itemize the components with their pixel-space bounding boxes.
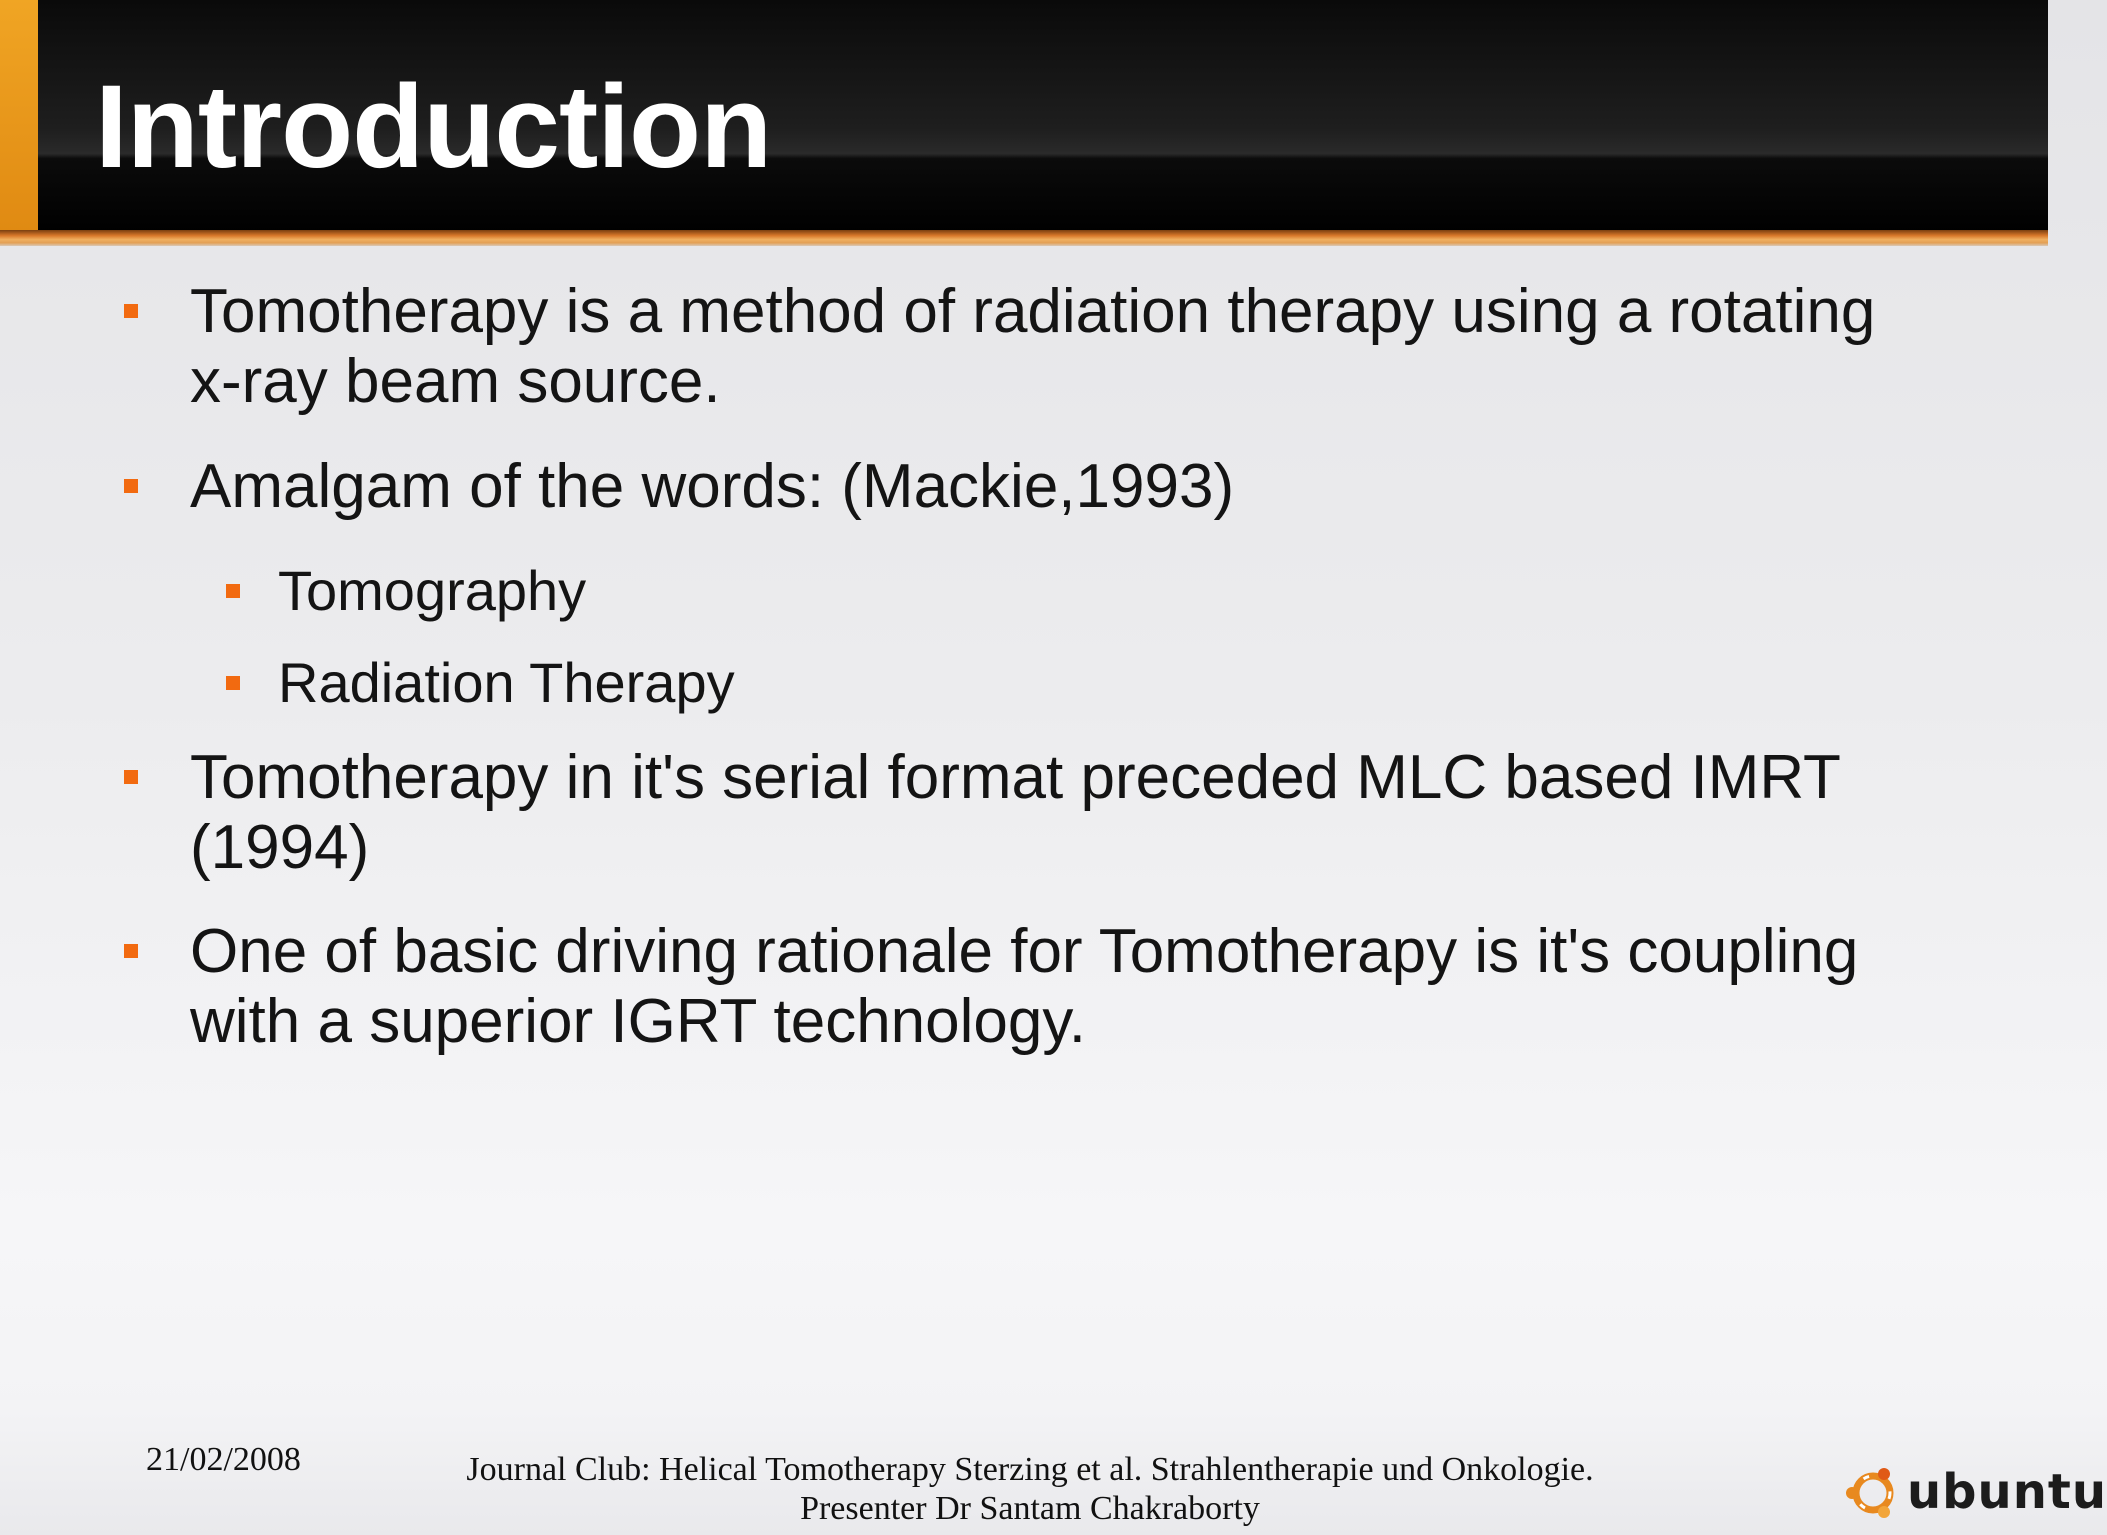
footer-date: 21/02/2008 <box>146 1441 301 1478</box>
bullet-text: Amalgam of the words: (Mackie,1993) <box>190 452 1235 521</box>
bullet-text: Tomotherapy in it's serial format preceded MLC based IMRT (1994) <box>190 743 1840 882</box>
footer-citation: Journal Club: Helical Tomotherapy Sterzing et al. Strahlentherapie und Onkologie. <box>466 1451 1594 1488</box>
bullet-item <box>190 452 1930 522</box>
slide-title: Introduction <box>95 61 772 193</box>
logo-wordmark: ubuntu <box>1907 1464 2107 1520</box>
bullet-item <box>190 917 1890 1057</box>
bullet-marker-icon <box>124 479 138 493</box>
sub-bullet-item <box>278 558 1878 624</box>
bullet-marker-icon <box>226 676 240 690</box>
ubuntu-logo-icon <box>1843 1460 1903 1526</box>
sub-bullet-text: Tomography <box>278 559 587 622</box>
footer-presenter: Presenter Dr Santam Chakraborty <box>800 1490 1260 1527</box>
bullet-item <box>190 277 1930 417</box>
bullet-item <box>190 743 1890 883</box>
bullet-marker-icon <box>124 944 138 958</box>
header-accent-bar <box>0 0 38 233</box>
bullet-marker-icon <box>226 584 240 598</box>
sub-bullet-text: Radiation Therapy <box>278 651 735 714</box>
header-divider-stripe <box>0 230 2048 246</box>
bullet-text: Tomotherapy is a method of radiation therapy using a rotating x-ray beam source. <box>190 277 1876 416</box>
bullet-marker-icon <box>124 770 138 784</box>
ubuntu-logo <box>1843 1460 2107 1530</box>
sub-bullet-item <box>278 650 1878 716</box>
bullet-text: One of basic driving rationale for Tomotherapy is it's coupling with a superior IGRT technology. <box>190 917 1859 1056</box>
bullet-marker-icon <box>124 304 138 318</box>
